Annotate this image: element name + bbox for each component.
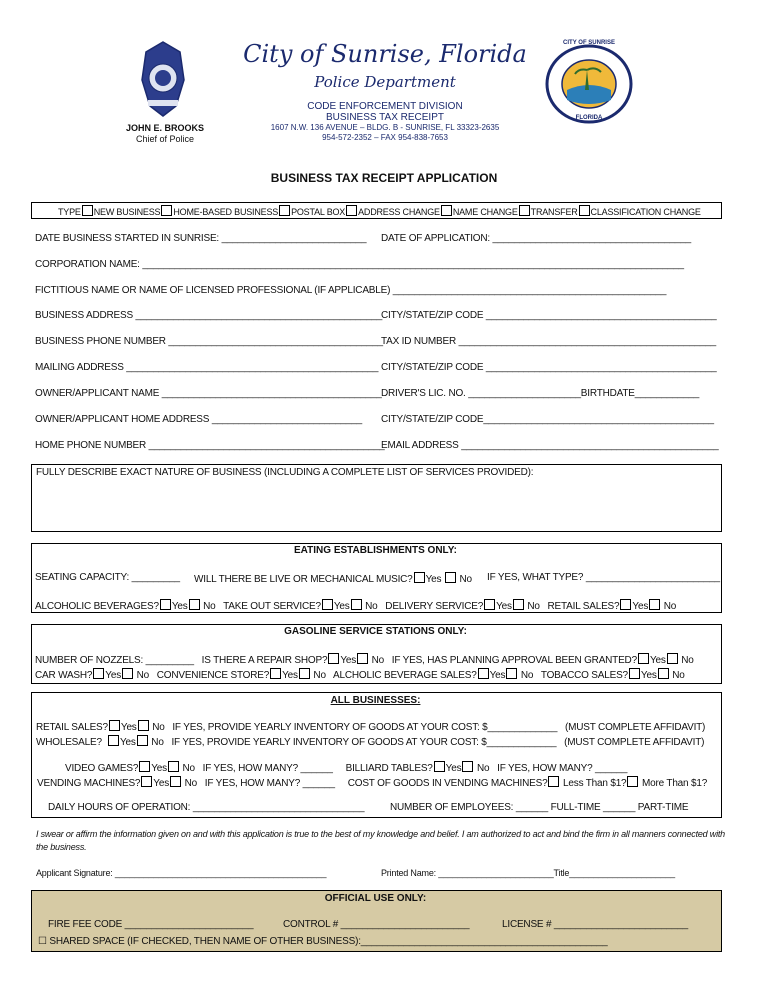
tobacco-label: TOBACCO SALES? [540, 670, 628, 681]
carwash-label: CAR WASH? [35, 670, 93, 681]
cost-vending-label: COST OF GOODS IN VENDING MACHINES? [347, 778, 548, 789]
billiard-no-checkbox[interactable] [462, 761, 473, 772]
vending-no-checkbox[interactable] [170, 776, 181, 787]
no-label: No [313, 670, 326, 681]
video-games-yes-checkbox[interactable] [139, 761, 150, 772]
retail-sales-label: RETAIL SALES? [36, 722, 108, 733]
no-label: No [184, 778, 197, 789]
video-games-no-checkbox[interactable] [168, 761, 179, 772]
city-seal-icon [545, 44, 633, 124]
license-number-field[interactable]: LICENSE # _________________________ [502, 919, 688, 930]
delivery-no-checkbox[interactable] [513, 599, 524, 610]
wholesale-no-checkbox[interactable] [137, 735, 148, 746]
no-label: No [681, 655, 694, 666]
planning-no-checkbox[interactable] [667, 653, 678, 664]
video-games-count-field[interactable]: IF YES, HOW MANY? ______ [202, 763, 333, 774]
tobacco-yes-checkbox[interactable] [629, 668, 640, 679]
all-businesses-section [31, 692, 722, 818]
video-games-label: VIDEO GAMES? [65, 763, 139, 774]
header-address: 1607 N.W. 136 AVENUE – BLDG. B - SUNRISE, FL 33323-2635 [270, 123, 500, 132]
business-phone-field[interactable]: BUSINESS PHONE NUMBER ________________________________________ [35, 336, 383, 347]
no-label: No [365, 601, 378, 612]
retail-yes-checkbox[interactable] [620, 599, 631, 610]
type-checkbox-name[interactable] [441, 205, 452, 216]
division-title: CODE ENFORCEMENT DIVISION [307, 101, 463, 112]
takeout-label: TAKE OUT SERVICE? [223, 601, 321, 612]
affidavit-note: (MUST COMPLETE AFFIDAVIT) [564, 737, 705, 748]
fictitious-name-field[interactable]: FICTITIOUS NAME OR NAME OF LICENSED PROFESSIONAL (IF APPLICABLE) ___________________________________________________ [35, 285, 667, 296]
delivery-yes-checkbox[interactable] [484, 599, 495, 610]
affidavit-note: (MUST COMPLETE AFFIDAVIT) [564, 722, 706, 733]
all-businesses-title: ALL BUSINESSES: [330, 695, 421, 706]
yes-label: Yes [496, 601, 512, 612]
police-badge-icon [140, 40, 186, 118]
no-label: No [182, 763, 195, 774]
carwash-yes-checkbox[interactable] [93, 668, 104, 679]
printed-name-field[interactable]: Printed Name: ________________________Title______________________ [381, 868, 675, 878]
home-phone-field[interactable]: HOME PHONE NUMBER ____________________________________________ [35, 440, 385, 451]
seal-top-text: CITY OF SUNRISE [563, 40, 615, 46]
date-started-field[interactable]: DATE BUSINESS STARTED IN SUNRISE: ___________________________ [35, 233, 367, 244]
planning-yes-checkbox[interactable] [638, 653, 649, 664]
alcoholic-sales-no-checkbox[interactable] [506, 668, 517, 679]
yes-label: Yes [340, 655, 357, 666]
form-title: BUSINESS TAX RECEIPT APPLICATION [270, 171, 498, 185]
retail-sales-row [36, 720, 705, 733]
more-than-label: More Than $1? [642, 778, 708, 789]
yes-label: Yes [632, 601, 649, 612]
takeout-yes-checkbox[interactable] [322, 599, 333, 610]
chief-name: JOHN E. BROOKS [125, 123, 204, 133]
video-games-row [65, 761, 627, 774]
less-than-checkbox[interactable] [548, 776, 559, 787]
convenience-yes-checkbox[interactable] [270, 668, 281, 679]
type-checkbox-postal[interactable] [279, 205, 290, 216]
gas-row-1 [35, 653, 694, 666]
chief-title: Chief of Police [135, 134, 195, 144]
yes-label: Yes [649, 655, 666, 666]
owner-home-address-field[interactable]: OWNER/APPLICANT HOME ADDRESS ____________________________ [35, 414, 362, 425]
no-label: No [151, 737, 164, 748]
oath-statement: I swear or affirm the information given on and with this application is true to the best of my knowledge and belief. I am authorized to act and bind the firm in all manners connected with the business. [36, 829, 725, 852]
tax-id-field[interactable]: TAX ID NUMBER ________________________________________________ [381, 336, 716, 347]
yes-label: Yes [119, 737, 136, 748]
type-checkbox-classification[interactable] [579, 205, 590, 216]
yes-label: Yes [153, 778, 170, 789]
vending-label: VENDING MACHINES? [37, 778, 141, 789]
date-application-field[interactable]: DATE OF APPLICATION: _____________________________________ [381, 233, 691, 244]
music-no-checkbox[interactable] [445, 572, 456, 583]
type-option-label: CLASSIFICATION CHANGE [590, 207, 701, 217]
no-label: No [663, 601, 677, 612]
vending-count-field[interactable]: IF YES, HOW MANY? ______ [204, 778, 335, 789]
no-label: No [672, 670, 685, 681]
type-option-label: HOME-BASED BUSINESS [173, 207, 279, 217]
header-phone: 954-572-2352 – FAX 954-838-7653 [322, 133, 448, 142]
owner-name-field[interactable]: OWNER/APPLICANT NAME _________________________________________ [35, 388, 382, 399]
no-label: No [527, 601, 540, 612]
wholesale-yes-checkbox[interactable] [108, 735, 119, 746]
yes-label: Yes [445, 763, 462, 774]
no-label: No [136, 670, 149, 681]
eating-section-title: EATING ESTABLISHMENTS ONLY: [294, 545, 457, 556]
email-field[interactable]: EMAIL ADDRESS ________________________________________________ [381, 440, 719, 451]
type-label: TYPE [58, 207, 81, 217]
business-description-label: FULLY DESCRIBE EXACT NATURE OF BUSINESS (INCLUDING A COMPLETE LIST OF SERVICES PROVIDED): [36, 467, 534, 478]
type-option-label: POSTAL BOX [291, 207, 346, 217]
type-option-label: NAME CHANGE [452, 207, 518, 217]
type-option-label: NEW BUSINESS [93, 207, 161, 217]
subdivision-title: BUSINESS TAX RECEIPT [326, 112, 444, 123]
type-checkbox-transfer[interactable] [519, 205, 530, 216]
repair-no-checkbox[interactable] [357, 653, 368, 664]
hours-field[interactable]: DAILY HOURS OF OPERATION: ________________________________ [48, 802, 365, 813]
inventory-field[interactable]: IF YES, PROVIDE YEARLY INVENTORY OF GOODS AT YOUR COST: $_____________ [171, 737, 557, 748]
music-label: WILL THERE BE LIVE OR MECHANICAL MUSIC? [194, 574, 413, 585]
nozzels-field[interactable]: NUMBER OF NOZZELS: _________ [35, 655, 194, 666]
fire-fee-code-field[interactable]: FIRE FEE CODE ________________________ [48, 919, 254, 930]
music-type-field[interactable]: IF YES, WHAT TYPE? _________________________ [487, 572, 720, 583]
wholesale-label: WHOLESALE? [36, 737, 102, 748]
alcohol-yes-checkbox[interactable] [160, 599, 171, 610]
type-checkbox-home[interactable] [161, 205, 172, 216]
mailing-city-state-zip-field[interactable]: CITY/STATE/ZIP CODE ___________________________________________ [381, 362, 717, 373]
mailing-address-field[interactable]: MAILING ADDRESS _______________________________________________ [35, 362, 379, 373]
applicant-signature-field[interactable]: Applicant Signature: ____________________________________________ [36, 868, 327, 878]
repair-yes-checkbox[interactable] [328, 653, 339, 664]
dept-title: Police Department [314, 73, 456, 91]
inventory-field[interactable]: IF YES, PROVIDE YEARLY INVENTORY OF GOODS AT YOUR COST: $_____________ [172, 722, 558, 733]
business-address-field[interactable]: BUSINESS ADDRESS ______________________________________________ [35, 310, 383, 321]
yes-label: Yes [171, 601, 188, 612]
retail-sales-no-checkbox[interactable] [138, 720, 149, 731]
no-label: No [476, 763, 490, 774]
type-checkbox-address[interactable] [346, 205, 357, 216]
yes-label: Yes [489, 670, 506, 681]
no-label: No [203, 601, 216, 612]
music-question [194, 572, 472, 585]
no-label: No [520, 670, 534, 681]
employees-field[interactable]: NUMBER OF EMPLOYEES: ______ FULL-TIME ______ PART-TIME [390, 802, 689, 813]
billiard-label: BILLIARD TABLES? [345, 763, 433, 774]
yes-label: Yes [151, 763, 167, 774]
type-option-label: ADDRESS CHANGE [358, 207, 440, 217]
less-than-label: Less Than $1? [563, 778, 627, 789]
control-number-field[interactable]: CONTROL # ________________________ [283, 919, 470, 930]
retail-no-checkbox[interactable] [649, 599, 660, 610]
no-label: No [371, 655, 385, 666]
tobacco-no-checkbox[interactable] [658, 668, 669, 679]
alcohol-label: ALCOHOLIC BEVERAGES? [35, 601, 159, 612]
yes-label: Yes [333, 601, 350, 612]
repair-label: IS THERE A REPAIR SHOP? [201, 655, 328, 666]
yes-label: Yes [120, 722, 137, 733]
yes-label: Yes [282, 670, 298, 681]
retail-sales-yes-checkbox[interactable] [109, 720, 120, 731]
city-title: City of Sunrise, Florida [243, 40, 527, 68]
type-option-label: TRANSFER [530, 207, 578, 217]
corporation-name-field[interactable]: CORPORATION NAME: _____________________________________________________________________________________________________ [35, 259, 684, 270]
vending-row [37, 776, 707, 789]
gas-section-title: GASOLINE SERVICE STATIONS ONLY: [284, 626, 467, 637]
billiard-count-field[interactable]: IF YES, HOW MANY? ______ [497, 763, 628, 774]
convenience-label: CONVENIENCE STORE? [156, 670, 270, 681]
official-use-title: OFFICIAL USE ONLY: [324, 893, 427, 904]
yes-label: Yes [425, 574, 442, 585]
alcoholic-sales-yes-checkbox[interactable] [478, 668, 489, 679]
alcoholic-sales-label: ALCHOLIC BEVERAGE SALES? [333, 670, 477, 681]
delivery-label: DELIVERY SERVICE? [385, 601, 484, 612]
yes-label: Yes [640, 670, 657, 681]
music-yes-checkbox[interactable] [414, 572, 425, 583]
eating-options-row [35, 599, 676, 612]
wholesale-row [36, 735, 704, 748]
shared-space-field[interactable]: ☐ SHARED SPACE (IF CHECKED, THEN NAME OF OTHER BUSINESS):______________________________________________ [38, 936, 608, 947]
type-checkbox-new[interactable] [82, 205, 93, 216]
more-than-checkbox[interactable] [627, 776, 638, 787]
convenience-no-checkbox[interactable] [299, 668, 310, 679]
retail-label: RETAIL SALES? [547, 601, 620, 612]
vending-yes-checkbox[interactable] [141, 776, 152, 787]
alcohol-no-checkbox[interactable] [189, 599, 200, 610]
type-options [58, 205, 701, 217]
seating-capacity-field[interactable]: SEATING CAPACITY: _________ [35, 572, 180, 583]
takeout-no-checkbox[interactable] [351, 599, 362, 610]
drivers-license-field[interactable]: DRIVER'S LIC. NO. _____________________BIRTHDATE____________ [381, 388, 700, 399]
city-state-zip-field[interactable]: CITY/STATE/ZIP CODE ___________________________________________ [381, 310, 717, 321]
no-label: No [459, 574, 472, 585]
carwash-no-checkbox[interactable] [122, 668, 133, 679]
no-label: No [152, 722, 165, 733]
billiard-yes-checkbox[interactable] [434, 761, 445, 772]
planning-label: IF YES, HAS PLANNING APPROVAL BEEN GRANTED? [391, 655, 637, 666]
yes-label: Yes [105, 670, 122, 681]
seal-bottom-text: FLORIDA [575, 115, 603, 121]
gas-row-2 [35, 668, 685, 681]
home-city-state-zip-field[interactable]: CITY/STATE/ZIP CODE___________________________________________ [381, 414, 714, 425]
